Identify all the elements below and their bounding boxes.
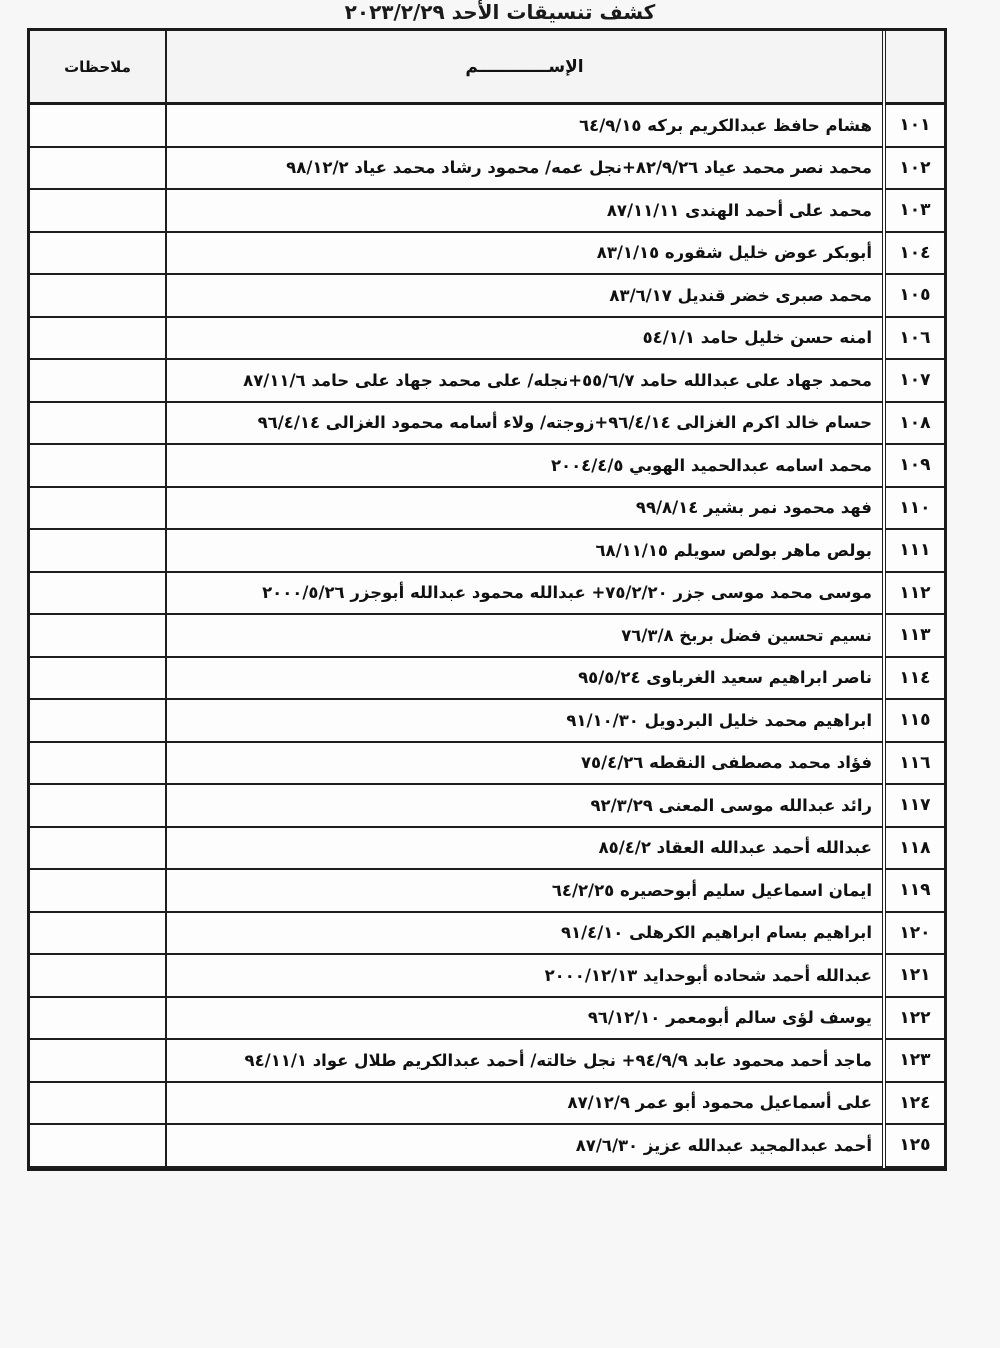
row-notes (30, 657, 166, 700)
row-name: بولص ماهر بولص سويلم ٦٨/١١/١٥ (166, 529, 884, 572)
row-number: ١١١ (884, 529, 944, 572)
row-number: ١١٨ (884, 827, 944, 870)
row-number: ١٢٠ (884, 912, 944, 955)
row-number: ١٢٥ (884, 1124, 944, 1167)
row-notes (30, 359, 166, 402)
row-notes (30, 614, 166, 657)
row-number: ١١٦ (884, 742, 944, 785)
row-number: ١١٤ (884, 657, 944, 700)
table-row (30, 869, 944, 912)
row-name: حسام خالد اكرم الغزالى ٩٦/٤/١٤+زوجته/ ولاء أسامه محمود الغزالى ٩٦/٤/١٤ (166, 402, 884, 445)
row-notes (30, 529, 166, 572)
row-name: هشام حافظ عبدالكريم بركه ٦٤/٩/١٥ (166, 104, 884, 147)
row-notes (30, 742, 166, 785)
table-row (30, 572, 944, 615)
row-notes (30, 997, 166, 1040)
row-number: ١٢٢ (884, 997, 944, 1040)
row-number: ١٠٥ (884, 274, 944, 317)
table-row (30, 104, 944, 147)
header-name: الإســــــــــــم (166, 31, 884, 104)
row-name: عبدالله أحمد شحاده أبوحدايد ٢٠٠٠/١٢/١٣ (166, 954, 884, 997)
row-name: على أسماعيل محمود أبو عمر ٨٧/١٢/٩ (166, 1082, 884, 1125)
table-row (30, 1082, 944, 1125)
row-number: ١١٩ (884, 869, 944, 912)
row-notes (30, 827, 166, 870)
row-name: فهد محمود نمر بشير ٩٩/٨/١٤ (166, 487, 884, 530)
row-notes (30, 1124, 166, 1167)
table-row (30, 487, 944, 530)
row-notes (30, 317, 166, 360)
row-name: محمد جهاد على عبدالله حامد ٥٥/٦/٧+نجله/ على محمد جهاد على حامد ٨٧/١١/٦ (166, 359, 884, 402)
header-notes: ملاحظات (30, 31, 166, 104)
row-notes (30, 1082, 166, 1125)
table-row (30, 699, 944, 742)
row-number: ١٢١ (884, 954, 944, 997)
row-name: ابراهيم بسام ابراهيم الكرهلى ٩١/٤/١٠ (166, 912, 884, 955)
row-number: ١٠١ (884, 104, 944, 147)
schedule-table-frame (27, 28, 947, 1171)
table-header-row (30, 31, 944, 104)
table-row (30, 657, 944, 700)
page-title: كشف تنسيقات الأحد ٢٠٢٣/٢/٢٩ (344, 0, 656, 24)
row-notes (30, 784, 166, 827)
row-number: ١٠٧ (884, 359, 944, 402)
row-name: رائد عبدالله موسى المعنى ٩٢/٣/٢٩ (166, 784, 884, 827)
table-body (30, 104, 944, 1167)
row-name: أبوبكر عوض خليل شقوره ٨٣/١/١٥ (166, 232, 884, 275)
row-name: ماجد أحمد محمود عابد ٩٤/٩/٩+ نجل خالته/ أحمد عبدالكريم طلال عواد ٩٤/١١/١ (166, 1039, 884, 1082)
row-number: ١٠٦ (884, 317, 944, 360)
header-number (884, 31, 944, 104)
row-name: محمد صبرى خضر قنديل ٨٣/٦/١٧ (166, 274, 884, 317)
row-notes (30, 1039, 166, 1082)
row-notes (30, 402, 166, 445)
table-row (30, 1039, 944, 1082)
table-row (30, 614, 944, 657)
table-row (30, 232, 944, 275)
table-row (30, 954, 944, 997)
row-name: موسى محمد موسى جزر ٧٥/٢/٢٠+ عبدالله محمود عبدالله أبوجزر ٢٠٠٠/٥/٢٦ (166, 572, 884, 615)
row-number: ١١٥ (884, 699, 944, 742)
row-number: ١١٧ (884, 784, 944, 827)
table-row (30, 784, 944, 827)
table-row (30, 359, 944, 402)
row-notes (30, 104, 166, 147)
table-row (30, 912, 944, 955)
table-row (30, 742, 944, 785)
table-row (30, 274, 944, 317)
row-name: عبدالله أحمد عبدالله العقاد ٨٥/٤/٢ (166, 827, 884, 870)
table-row (30, 1124, 944, 1167)
table-row (30, 147, 944, 190)
row-name: ابراهيم محمد خليل البردويل ٩١/١٠/٣٠ (166, 699, 884, 742)
table-row (30, 317, 944, 360)
row-notes (30, 869, 166, 912)
row-number: ١٠٤ (884, 232, 944, 275)
table-row (30, 189, 944, 232)
row-notes (30, 487, 166, 530)
row-number: ١٠٢ (884, 147, 944, 190)
row-number: ١١٣ (884, 614, 944, 657)
table-row (30, 997, 944, 1040)
row-name: امنه حسن خليل حامد ٥٤/١/١ (166, 317, 884, 360)
row-number: ١٢٤ (884, 1082, 944, 1125)
row-name: محمد نصر محمد عياد ٨٢/٩/٢٦+نجل عمه/ محمود رشاد محمد عياد ٩٨/١٢/٢ (166, 147, 884, 190)
row-number: ١٠٩ (884, 444, 944, 487)
row-name: فؤاد محمد مصطفى النقطه ٧٥/٤/٢٦ (166, 742, 884, 785)
row-notes (30, 954, 166, 997)
row-name: محمد اسامه عبدالحميد الهوبي ٢٠٠٤/٤/٥ (166, 444, 884, 487)
row-name: ايمان اسماعيل سليم أبوحصيره ٦٤/٢/٢٥ (166, 869, 884, 912)
table-row (30, 402, 944, 445)
table-row (30, 444, 944, 487)
row-number: ١٠٨ (884, 402, 944, 445)
row-notes (30, 274, 166, 317)
row-notes (30, 572, 166, 615)
table-row (30, 827, 944, 870)
schedule-table (30, 31, 944, 1168)
row-notes (30, 699, 166, 742)
row-notes (30, 147, 166, 190)
row-name: نسيم تحسين فضل بربخ ٧٦/٣/٨ (166, 614, 884, 657)
row-number: ١١٠ (884, 487, 944, 530)
row-number: ١٠٣ (884, 189, 944, 232)
row-number: ١٢٣ (884, 1039, 944, 1082)
row-notes (30, 189, 166, 232)
row-notes (30, 444, 166, 487)
row-notes (30, 232, 166, 275)
row-name: ناصر ابراهيم سعيد الغرباوى ٩٥/٥/٢٤ (166, 657, 884, 700)
row-name: محمد على أحمد الهندى ٨٧/١١/١١ (166, 189, 884, 232)
row-name: يوسف لؤى سالم أبومعمر ٩٦/١٢/١٠ (166, 997, 884, 1040)
table-row (30, 529, 944, 572)
row-name: أحمد عبدالمجيد عبدالله عزيز ٨٧/٦/٣٠ (166, 1124, 884, 1167)
row-number: ١١٢ (884, 572, 944, 615)
row-notes (30, 912, 166, 955)
